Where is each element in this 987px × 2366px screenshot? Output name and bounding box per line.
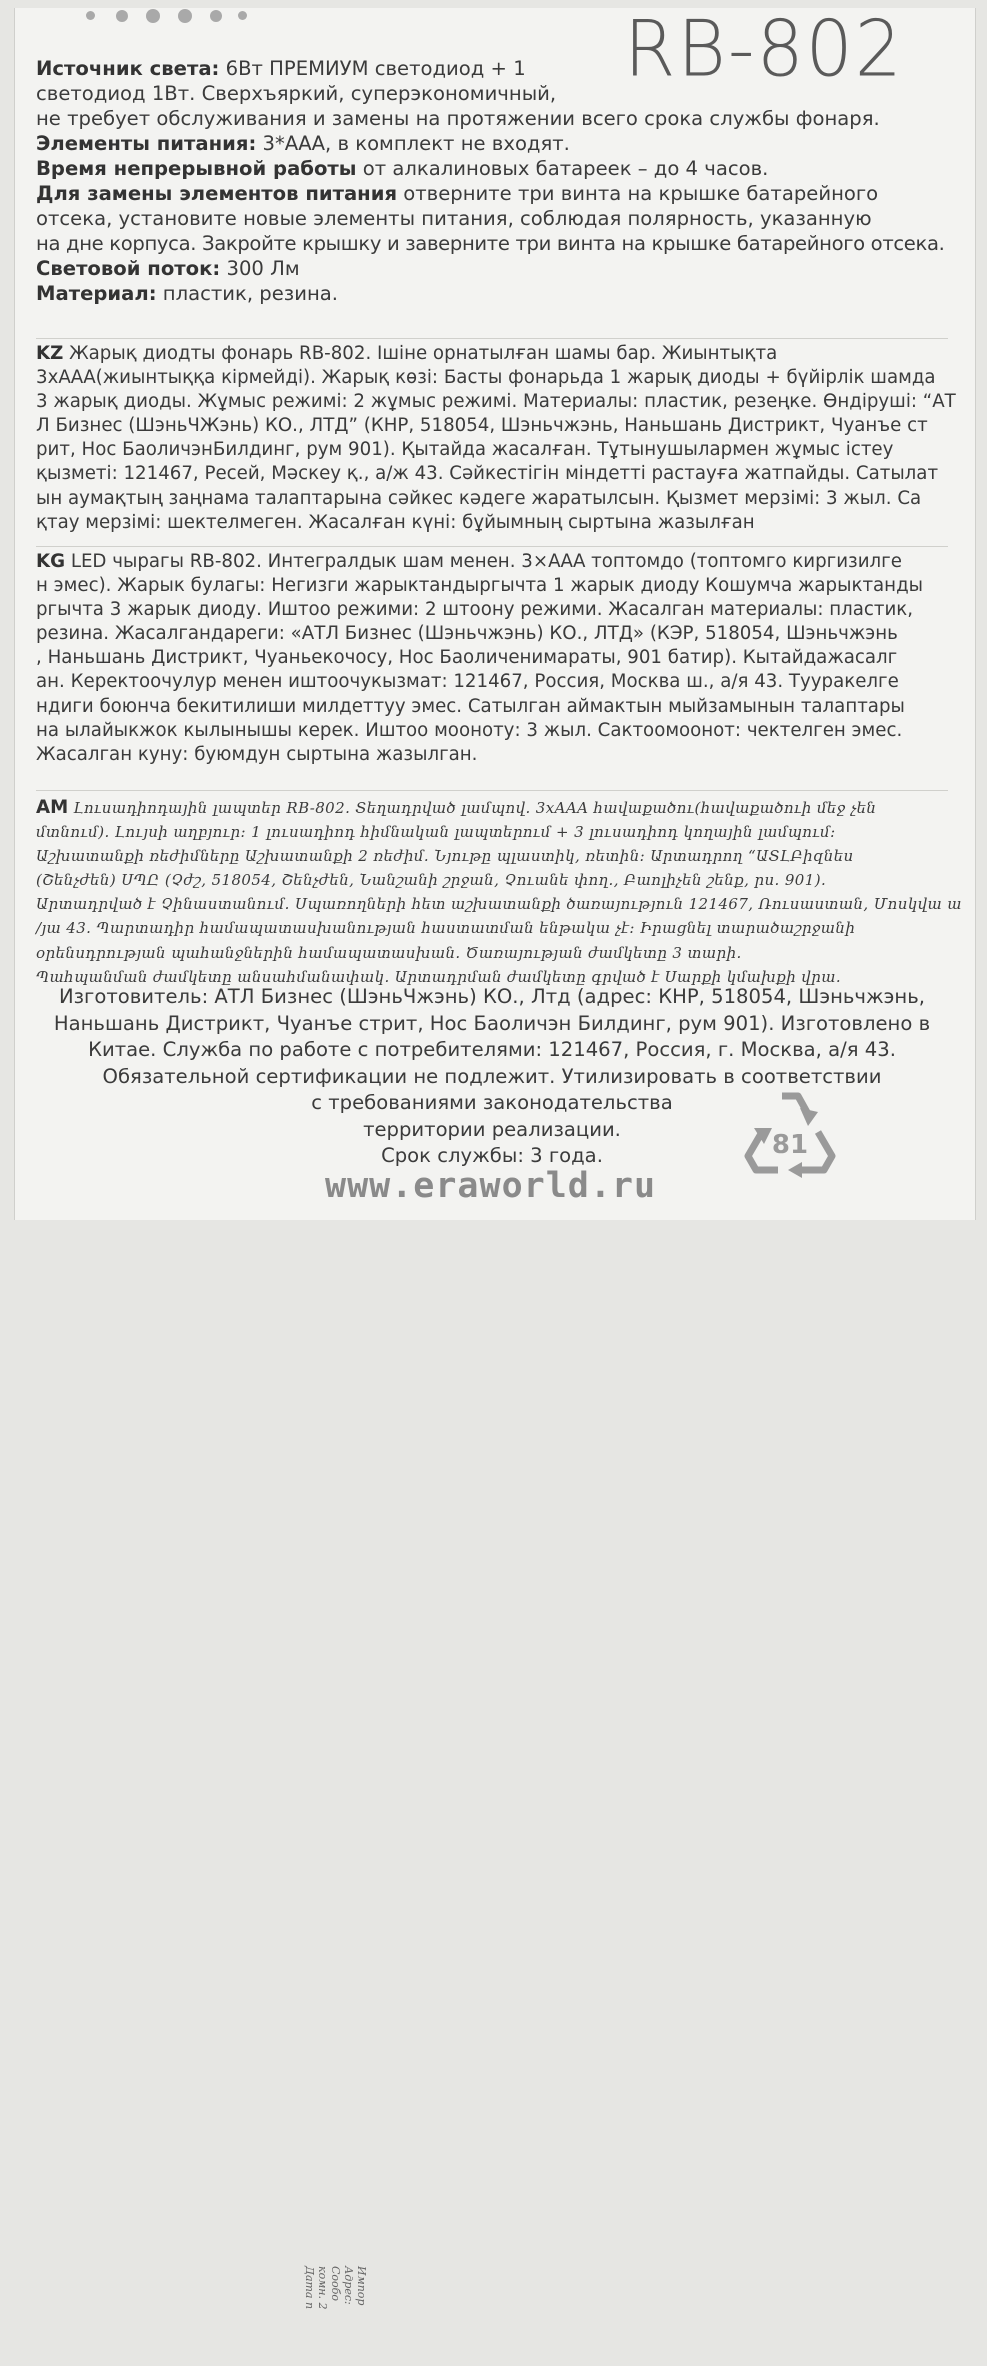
text-line: ын аумақтың заңнама талаптарына сәйкес кәдеге жаратылсын. Қызмет мерзімі: 3 жыл. Са — [36, 487, 922, 509]
text-line: Արտադրված է Չինաստանում. Սպառողների հետ աշխատանքի ծառայություն 121467, Ռուսաստան, Մոսկվա ա — [36, 895, 962, 914]
text-line: Адрес: — [342, 2266, 355, 2305]
arrowhead — [800, 1108, 818, 1126]
website-url: www.eraworld.ru — [325, 1166, 657, 1206]
dot — [178, 9, 192, 23]
spec-label: Источник света: — [36, 57, 220, 80]
text-line: қтау мерзімі: шектелмеген. Жасалған күні: бұйымның сыртына жазылған — [36, 511, 755, 533]
spec-text: на дне корпуса. Закройте крышку и заверните три винта на крышке батарейного отсека. — [36, 232, 945, 255]
spec-label: Элементы питания: — [36, 132, 257, 155]
text-line: территории реализации. — [363, 1117, 621, 1141]
spec-text: 300 Лм — [220, 257, 300, 280]
dot — [146, 9, 160, 23]
text-line — [36, 342, 948, 366]
dot — [238, 11, 247, 20]
spec-line — [36, 156, 948, 181]
dot — [86, 11, 95, 20]
text-line: , Наньшань Дистрикт, Чуаньекочосу, Нос Баоличенимараты, 901 батир). Кытайдажасалг — [36, 647, 898, 669]
decorative-dots — [86, 8, 256, 30]
spec-line — [36, 231, 948, 256]
text-line: Срок службы: 3 года. — [381, 1144, 603, 1167]
section-divider — [36, 546, 948, 547]
text-line: комн. 2 — [316, 2266, 329, 2310]
kyrgyz-section — [36, 550, 948, 767]
text-line: Աշխատանքի ռեժիմները Աշխատանքի 2 ռեժիմ. Նյութը պլաստիկ, ռետին: Արտադրող “ԱՏԼԲիզնես — [36, 847, 854, 866]
text-line: օրենսդրության պահանջներին համապատասխան. Ծառայության ժամկետը 3 տարի. — [36, 943, 742, 962]
text-line: Наньшань Дистрикт, Чуанъе стрит, Нос Баоличэн Билдинг, рум 901). Изготовлено в — [53, 1011, 931, 1035]
russian-spec-section — [36, 56, 948, 306]
spec-text: пластик, резина. — [156, 282, 339, 305]
language-code: AM — [36, 797, 69, 818]
spec-label: Время непрерывной работы — [36, 157, 357, 180]
importer-text — [288, 2266, 368, 2366]
text-line: ан. Керектоочулур менен иштоочукызмат: 121467, Россия, Москва ш., а/я 43. Тууракелге — [36, 671, 899, 693]
spec-line — [36, 256, 948, 281]
recycle-icon — [738, 1086, 842, 1182]
text-line: Дата п — [303, 2266, 316, 2310]
text-line — [36, 550, 948, 574]
text-line: /յա 43. Պարտադիր համապատասխանության հաստատման ենթակա չէ: Իրացնել տարածաշրջանի — [36, 919, 856, 938]
text-line: Китае. Служба по работе с потребителями: 121467, Россия, г. Москва, а/я 43. — [88, 1038, 896, 1061]
text-line: Л Бизнес (ШэньЧЖэнь) КО., ЛТД” (КНР, 518054, Шэньчжэнь, Наньшань Дистрикт, Чуанъе ст — [36, 415, 928, 437]
text-line: с требованиями законодательства — [311, 1091, 673, 1114]
text-line: Жасалган куну: буюмдун сыртына жазылган. — [36, 743, 478, 765]
text-line: 3хААА(жиынтыққа кірмейді). Жарық көзі: Басты фонарьда 1 жарық диоды + бүйірлік шамда — [36, 367, 936, 389]
text-line: (Շենչժեն) ՍՊԸ (Չժշ, 518054, Շենչժեն, Նանշանի շրջան, Չուանե փող., Բաոլիչեն շենք, րս. 901). — [36, 871, 827, 890]
spec-line — [36, 56, 948, 81]
text-line: ргычта 3 жарык диоду. Иштоо режими: 2 штоону режими. Жасалган материалы: пластик, — [36, 599, 914, 621]
text-line: ндиги боюнча бекитилиши милдеттуу эмес. Сатылган аймактын мыйзамынын талаптары — [36, 695, 905, 717]
spec-line — [36, 106, 948, 131]
text-line: рит, Нос БаоличэнБилдинг, рум 901). Қытайда жасалған. Тұтынушылармен жұмыс істеу — [36, 439, 894, 461]
text-line: Պահպանման ժամկետը անսահմանափակ. Արտադրման ժամկետը գրված է Սարքի կմախքի վրա. — [36, 967, 841, 986]
kazakh-section — [36, 342, 956, 535]
text-line: 3 жарық диоды. Жұмыс режимі: 2 жұмыс режимі. Материалы: пластик, резеңке. Өндіруші: “АТ — [36, 391, 956, 413]
text-line: н эмес). Жарык булагы: Негизги жарыктандыргычта 1 жарык диоду Кошумча жарыктанды — [36, 575, 924, 597]
spec-line — [36, 206, 948, 231]
text-line: Сообо — [329, 2266, 342, 2301]
text-line: на ылайыкжок кылынышы керек. Иштоо мооноту: 3 жыл. Сактоомоонот: чектелген эмес. — [36, 719, 903, 741]
spec-text: светодиод 1Вт. Сверхъяркий, суперэкономичный, — [36, 82, 557, 105]
text-line: қызметі: 121467, Ресей, Мәскеу қ., а/ж 43. Сәйкестігін міндетті растауға жатпайды. Сатылат — [36, 463, 939, 485]
text-line: Импор — [355, 2266, 368, 2306]
spec-text: 3*ААА, в комплект не входят. — [256, 132, 570, 155]
text-span: Լուսադիոդային լապտեր RB-802. Տեղադրված լամպով. 3xAAA հավաքածու(հավաքածուի մեջ չեն — [68, 799, 877, 817]
spec-line — [36, 281, 948, 306]
text-line: резина. Жасалгандареги: «АТЛ Бизнес (Шэньчжэнь) КО., ЛТД» (КЭР, 518054, Шэньчжэнь — [36, 623, 898, 645]
spec-text: отверните три винта на крышке батарейного — [397, 182, 879, 205]
spec-text: отсека, установите новые элементы питания, соблюдая полярность, указанную — [36, 207, 872, 230]
armenian-section — [36, 796, 962, 989]
text-line: Изготовитель: АТЛ Бизнес (ШэньЧжэнь) КО., Лтд (адрес: КНР, 518054, Шэньчжэнь, — [58, 985, 926, 1008]
language-code: KZ — [36, 343, 64, 364]
text-line: Обязательной сертификации не подлежит. Утилизировать в соответствии — [102, 1064, 882, 1088]
spec-line — [36, 131, 948, 156]
arrowhead — [788, 1162, 802, 1178]
spec-label: Материал: — [36, 282, 157, 305]
dot — [116, 10, 128, 22]
section-divider — [36, 338, 948, 339]
spec-label: Световой поток: — [36, 257, 221, 280]
text-span: LED чырагы RB-802. Интегралдык шам менен. 3×ААА топтомдо (топтомго киргизилге — [65, 551, 902, 572]
model-number: RB-802 — [624, 3, 904, 95]
section-divider — [36, 790, 948, 791]
spec-line — [36, 81, 948, 106]
spec-text: от алкалиновых батареек – до 4 часов. — [356, 157, 769, 180]
text-line — [36, 796, 948, 820]
language-code: KG — [36, 551, 66, 572]
text-line: մտնում). Լույսի աղբյուր: 1 լուսադիոդ հիմնական լապտերում + 3 լուսադիոդ կողային լամպում: — [36, 823, 836, 842]
text-span: Жарық диодты фонарь RB-802. Ішіне орнатылған шамы бар. Жиынтықта — [63, 343, 778, 364]
spec-text: 6Вт ПРЕМИУМ светодиод + 1 — [219, 57, 526, 80]
spec-line — [36, 181, 948, 206]
spec-label: Для замены элементов питания — [36, 182, 398, 205]
recycle-code: 81 — [771, 1130, 809, 1160]
spec-text: не требует обслуживания и замены на протяжении всего срока службы фонаря. — [36, 107, 880, 130]
dot — [210, 10, 222, 22]
